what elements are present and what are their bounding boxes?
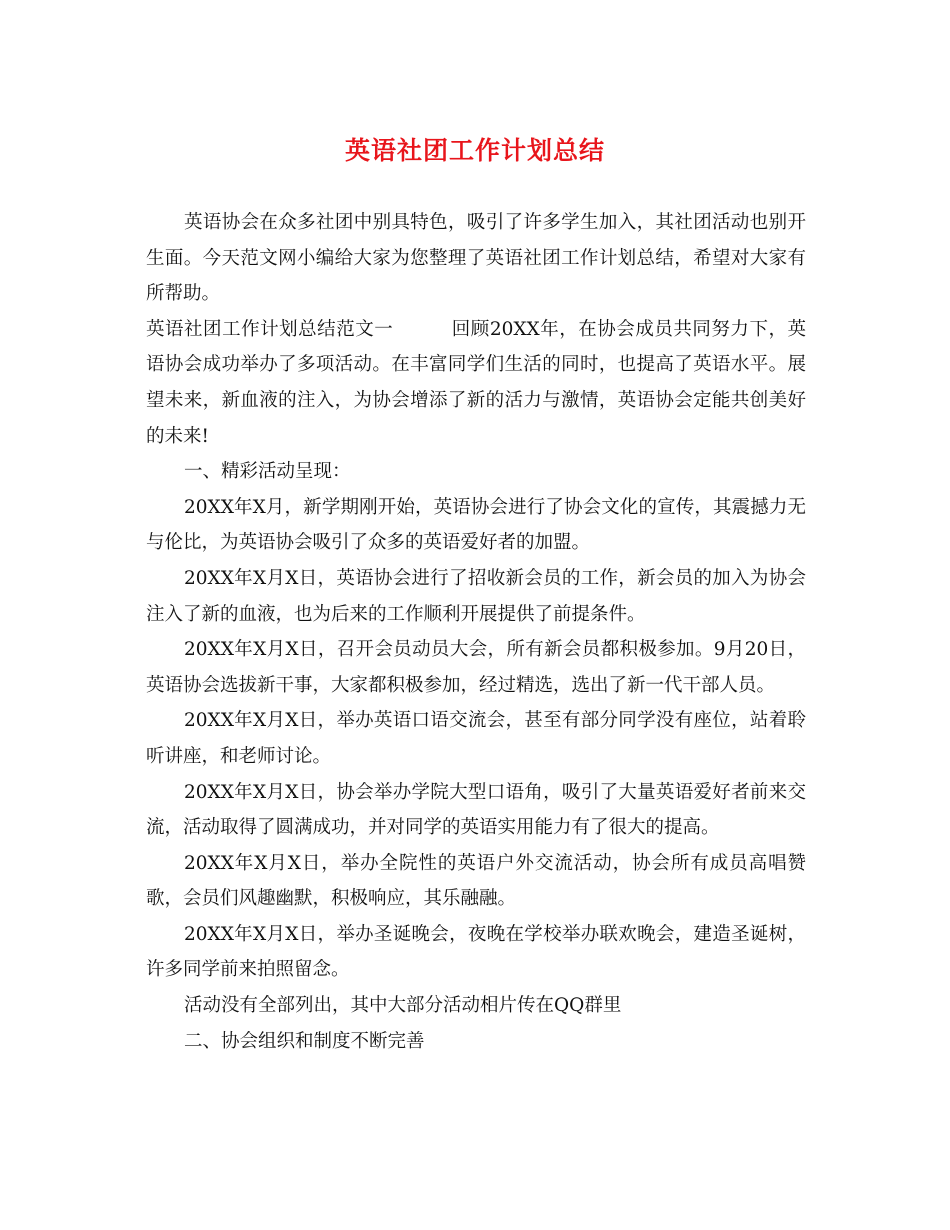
intro-paragraph: 英语协会在众多社团中别具特色，吸引了许多学生加入，其社团活动也别开生面。今天范文网小编给大家为您整理了英语社团工作计划总结，希望对大家有所帮助。 [146,212,806,305]
section1-heading: 一、精彩活动呈现： [184,461,351,483]
document-title: 英语社团工作计划总结 [344,136,605,165]
sample-heading: 英语社团工作计划总结范文一 [146,318,394,340]
event-paragraph: 20XX年X月X日，举办英语口语交流会，甚至有部分同学没有座位，站着聆听讲座，和老师讨论。 [146,710,806,767]
document-body [146,205,806,1059]
event-paragraph: 20XX年X月X日，协会举办学院大型口语角，吸引了大量英语爱好者前来交流，活动取得了圆满成功，并对同学的英语实用能力有了很大的提高。 [146,781,806,839]
sample-paragraph [146,312,806,454]
note-paragraph: 活动没有全部列出，其中大部分活动相片传在QQ群里 [184,995,622,1017]
event-paragraph: 20XX年X月X日，召开会员动员大会，所有新会员都积极参加。9月20日，英语协会选拔新干事，大家都积极参加，经过精选，选出了新一代干部人员。 [146,639,806,696]
event-paragraph: 20XX年X月X日，举办圣诞晚会，夜晚在学校举办联欢晚会，建造圣诞树，许多同学前来拍照留念。 [146,923,806,981]
event-paragraph: 20XX年X月X日，举办全院性的英语户外交流活动，协会所有成员高唱赞歌，会员们风趣幽默，积极响应，其乐融融。 [146,852,806,910]
event-paragraph: 20XX年X月，新学期刚开始，英语协会进行了协会文化的宣传，其震撼力无与伦比，为英语协会吸引了众多的英语爱好者的加盟。 [146,496,806,554]
section2-heading: 二、协会组织和制度不断完善 [184,1030,425,1052]
sample-body: 回顾20XX年，在协会成员共同努力下，英语协会成功举办了多项活动。在丰富同学们生活的同时，也提高了英语水平。展望未来，新血液的注入，为协会增添了新的活力与激情，英语协会定能共创美好的未来! [146,318,806,447]
event-paragraph: 20XX年X月X日，英语协会进行了招收新会员的工作，新会员的加入为协会注入了新的血液，也为后来的工作顺利开展提供了前提条件。 [146,567,806,625]
